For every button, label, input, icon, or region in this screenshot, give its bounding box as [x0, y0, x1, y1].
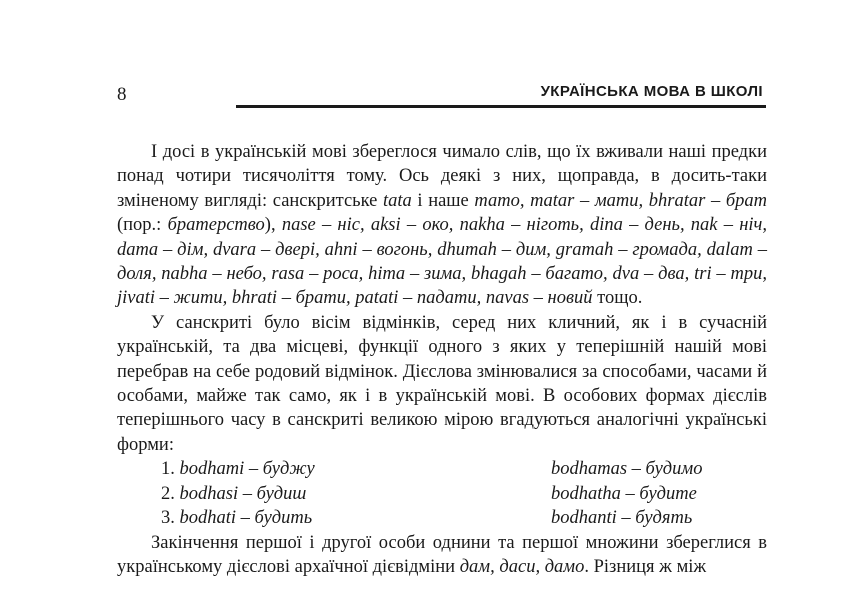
text-run: Закінчення першої і другої особи однини та першої множини збереглися в українському дієслові архаїчної дієвідміни [117, 532, 767, 577]
singular-form [117, 506, 551, 530]
text-run: і наше [411, 190, 475, 211]
conjugation-row [117, 482, 767, 506]
plural-form [551, 506, 767, 530]
row-number: 3. [161, 508, 175, 529]
body-text [117, 140, 767, 579]
italic-text-run: tata [383, 190, 412, 211]
row-number: 2. [161, 483, 175, 504]
italic-text-run: тато, matar – мати, bhratar – брат [474, 190, 767, 211]
singular-text: bodhati – будить [179, 508, 313, 529]
plural-text: bodhamas – будимо [551, 459, 703, 480]
running-title: УКРАЇНСЬКА МОВА В ШКОЛІ [540, 83, 763, 100]
singular-form [117, 482, 551, 506]
text-run: (пор.: [117, 215, 168, 236]
text-run: І досі в українській мові збереглося чимало слів, що їх вживали наші предки понад чотири тисячоліття тому. Ось деякі з них, щоправда, в досить-таки зміненому вигляді: санскритське [117, 142, 767, 211]
singular-text: bodhami – буджу [179, 459, 315, 480]
conjugation-examples [117, 457, 767, 530]
plural-form [551, 482, 767, 506]
paragraph-cases: У санскриті було вісім відмінків, серед них кличний, як і в сучасній українській, та два місцеві, функції одного з яких у теперішній нашій мові перебрав на себе родовий відмінок. Дієслова змінювалися за способами, часами й особами, майже так само, як і в українській мові. В особових формах дієслів теперішнього часу в санскриті великою мірою вгадуються аналогічні українські форми: [117, 312, 767, 455]
plural-text: bodhatha – будите [551, 483, 697, 504]
page-number: 8 [117, 84, 127, 105]
singular-text: bodhasi – будиш [179, 483, 307, 504]
paragraph-sanskrit-words [117, 140, 767, 311]
conjugation-row [117, 457, 767, 481]
text-run: тощо. [592, 288, 643, 309]
italic-text-run: дам, даси, дамо [459, 556, 585, 577]
italic-text-run: nase – ніс, aksi – око, nakha – ніготь, dina – день, nak – ніч, dama – дім, dvara – двері, ahni – вогонь, dhumah – дим, gramah – громада, dalam – доля, nabha – небо, rasa – роса, hima – зима, bhagah – багато, dva – два, tri – три, jivati – жити, bhrati – брати, patati – падати, navas – новий [117, 215, 767, 309]
plural-form [551, 457, 767, 481]
text-run: ), [264, 215, 282, 236]
conjugation-row [117, 506, 767, 530]
row-number: 1. [161, 459, 175, 480]
text-run: . Різниця ж між [584, 556, 707, 577]
paragraph-endings [117, 531, 767, 580]
plural-text: bodhanti – будять [551, 508, 693, 529]
singular-form [117, 457, 551, 481]
header-rule [236, 105, 766, 108]
italic-text-run: братерство [167, 215, 265, 236]
